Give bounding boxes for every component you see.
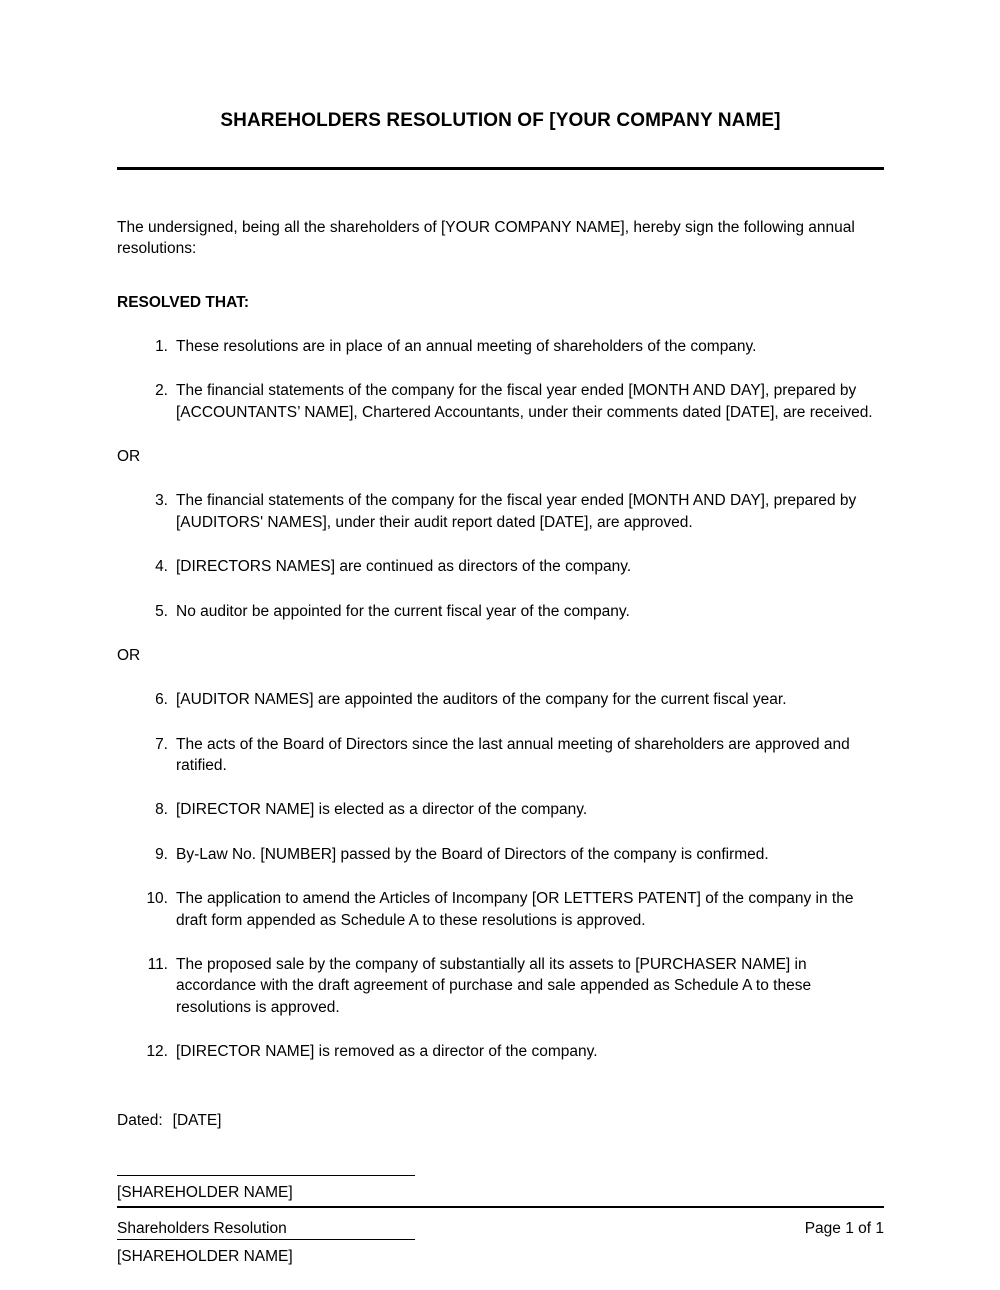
resolution-number: 9. — [155, 845, 168, 863]
resolution-number: 1. — [155, 337, 168, 355]
resolution-number: 12. — [146, 1043, 168, 1061]
resolution-text: No auditor be appointed for the current fiscal year of the company. — [176, 602, 630, 620]
dated-label: Dated: — [117, 1112, 163, 1130]
resolution-text: The application to amend the Articles of Incompany [OR LETTERS PATENT] of the company in the draft form appended as Schedule A to these resolutions is approved. — [176, 890, 854, 929]
resolution-text: [DIRECTORS NAMES] are continued as directors of the company. — [176, 558, 632, 576]
signature-label: [SHAREHOLDER NAME] — [117, 1183, 293, 1201]
resolution-item — [117, 336, 884, 357]
resolution-text: The financial statements of the company for the fiscal year ended [MONTH AND DAY], prepared by [ACCOUNTANTS’ NAME], Chartered Accountants, under their comments dated [DATE], are received. — [176, 382, 873, 421]
resolution-number: 10. — [146, 890, 168, 908]
footer-row — [117, 1208, 884, 1238]
resolution-text: [DIRECTOR NAME] is elected as a director of the company. — [176, 801, 588, 819]
signature-label: [SHAREHOLDER NAME] — [117, 1248, 293, 1266]
resolution-number: 2. — [155, 382, 168, 400]
dated-value: [DATE] — [172, 1112, 222, 1130]
resolution-item — [117, 490, 884, 533]
resolution-number: 8. — [155, 801, 168, 819]
footer-document-name: Shareholders Resolution — [117, 1220, 287, 1237]
resolution-text: [AUDITOR NAMES] are appointed the auditors of the company for the current fiscal year. — [176, 691, 787, 709]
resolution-text: These resolutions are in place of an annual meeting of shareholders of the company. — [176, 337, 757, 355]
dated-line — [117, 1062, 884, 1131]
resolution-text: The proposed sale by the company of substantially all its assets to [PURCHASER NAME] in accordance with the draft agreement of purchase and sale appended as Schedule A to these resolutions is approved. — [176, 955, 812, 1016]
page-footer — [117, 1206, 884, 1238]
resolution-item — [117, 844, 884, 865]
document-content — [117, 0, 884, 1268]
resolution-item — [117, 380, 884, 423]
resolution-text: The financial statements of the company for the fiscal year ended [MONTH AND DAY], prepared by [AUDITORS' NAMES], under their audit report dated [DATE], are approved. — [176, 492, 857, 531]
intro-paragraph: The undersigned, being all the shareholders of [YOUR COMPANY NAME], hereby sign the following annual resolutions: — [117, 218, 855, 258]
or-marker-second: OR — [117, 646, 141, 664]
resolutions-list — [117, 336, 884, 423]
resolution-number: 5. — [155, 602, 168, 620]
signature-block — [117, 1132, 884, 1203]
resolution-number: 6. — [155, 691, 168, 709]
resolution-item — [117, 1041, 884, 1062]
resolution-text: By-Law No. [NUMBER] passed by the Board of Directors of the company is confirmed. — [176, 845, 769, 863]
resolution-item — [117, 954, 884, 1018]
resolution-item — [117, 601, 884, 622]
resolution-item — [117, 556, 884, 577]
or-marker-first: OR — [117, 448, 141, 466]
resolution-number: 3. — [155, 492, 168, 510]
resolution-item — [117, 799, 884, 820]
resolution-item — [117, 734, 884, 777]
page-title: SHAREHOLDERS RESOLUTION OF [YOUR COMPANY NAME] — [220, 110, 781, 131]
resolution-number: 11. — [147, 955, 168, 973]
resolutions-list — [117, 689, 884, 1062]
resolution-text: The acts of the Board of Directors since the last annual meeting of shareholders are approved and ratified. — [176, 735, 850, 775]
resolution-item — [117, 689, 884, 710]
resolution-text: [DIRECTOR NAME] is removed as a director of the company. — [176, 1043, 598, 1061]
resolution-number: 7. — [155, 735, 168, 753]
resolution-number: 4. — [155, 558, 168, 576]
resolution-item — [117, 888, 884, 931]
footer-page-number: Page 1 of 1 — [804, 1220, 884, 1237]
resolutions-list — [117, 490, 884, 622]
resolved-heading: RESOLVED THAT: — [117, 293, 250, 311]
